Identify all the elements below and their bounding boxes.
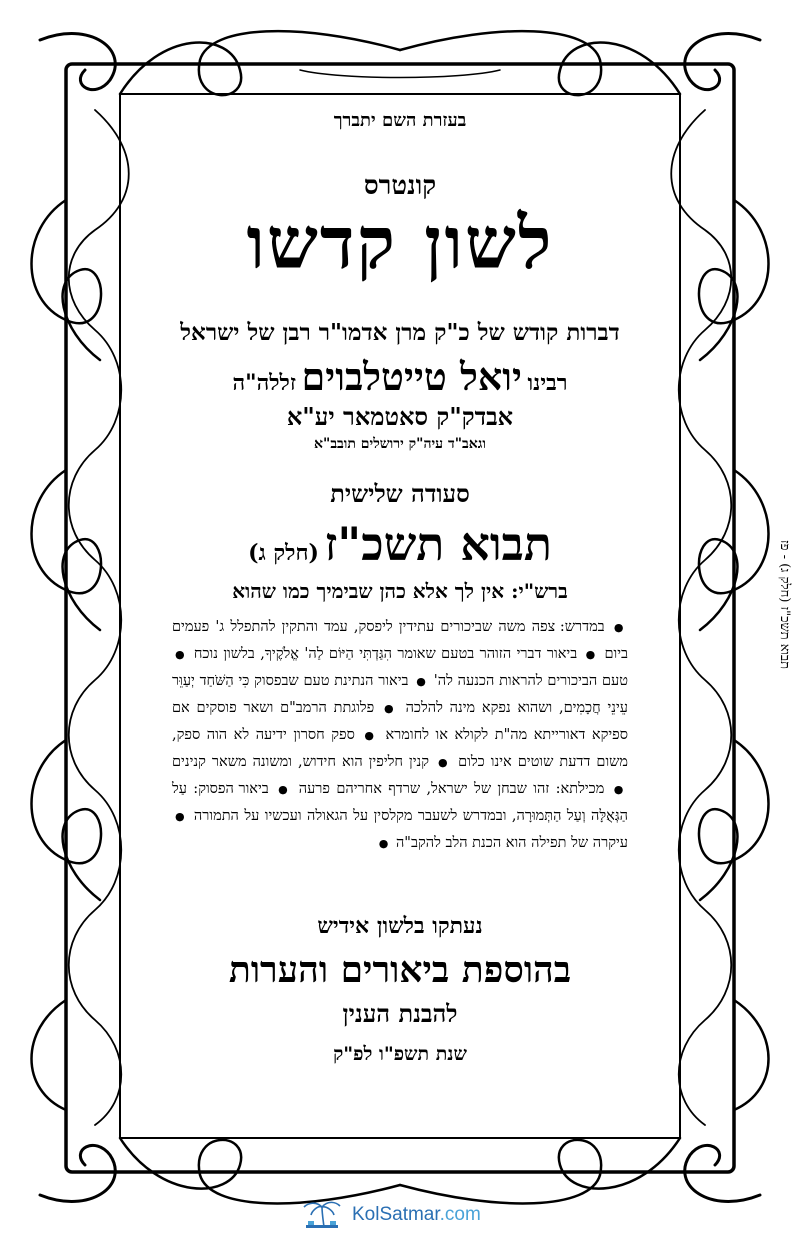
- bullet-icon: ●: [175, 810, 186, 823]
- author-suffix: זללה"ה: [232, 370, 296, 396]
- logo-brand: KolSatmar: [352, 1204, 440, 1225]
- author-name: יואל טייטלבוים: [301, 354, 522, 399]
- parsha-line: [150, 517, 650, 571]
- author-name-line: [150, 354, 650, 400]
- palm-tree-books-icon: [300, 1197, 344, 1233]
- topic-item: פלוגתת הרמב"ם ושאר פוסקים אם ספיקא דאורייתא מה"ת לקולא או לחומרא: [172, 700, 629, 743]
- main-title: לשון קדשו: [246, 200, 554, 285]
- author-intro: דברות קודש של כ"ק מרן אדמו"ר רבן של ישראל: [180, 319, 620, 346]
- topic-item: ביאור הנתינת טעם שבפסוק כִּי הַשֹּׁחַד יְעַוֵּר עֵינֵי חֲכָמִים, ושהוא נפקא מינה להלכה: [172, 673, 629, 716]
- bullet-icon: ●: [416, 675, 427, 688]
- publication-year: שנת תשפ"ו לפ"ק: [333, 1043, 467, 1065]
- author-prefix: רבינו: [527, 370, 568, 396]
- bullet-icon: ●: [438, 756, 450, 769]
- logo-text: [352, 1204, 481, 1226]
- bullet-icon: ●: [378, 837, 389, 850]
- parsha-part: (חלק ג): [248, 540, 319, 566]
- translation-note: נעתקו בלשון אידיש: [317, 913, 483, 939]
- topic-item: במדרש: צפה משה שביכורים עתידין ליפסק, עמד והתקין להתפלל ג' פעמים ביום: [172, 619, 629, 662]
- blessing: בעזרת השם יתברך: [333, 110, 467, 131]
- additions-note: בהוספת ביאורים והערות: [228, 949, 572, 991]
- understanding-note: להבנת הענין: [342, 999, 458, 1028]
- bullet-icon: ●: [383, 702, 396, 715]
- topic-item: טעם הביכורים להראות הכנעה לה': [433, 673, 628, 689]
- topic-item: ספק חסרון ידיעה לא הוה ספק, משום דדעת שוטים אינו כלום: [172, 727, 629, 770]
- kuntres-label: קונטרס: [363, 171, 437, 201]
- parsha-name: תבוא תשכ"ז: [324, 517, 552, 571]
- author-title-1: אבדק"ק סאטמאר יע"א: [286, 402, 514, 431]
- rashi-quote: ברש"י: אין לך אלא כהן שבימיך כמו שהוא: [232, 579, 568, 603]
- topic-item: ביאור הפסוק: עַל הַגְּאֻלָּה וְעַל הַתְּמוּרָה, ובמדרש לשעבר מקלסין על הגאולה ועכשיו על התמורה: [172, 781, 629, 824]
- topic-item: עיקרה של תפילה הוא הכנת הלב להקב"ה: [395, 835, 628, 851]
- bullet-icon: ●: [613, 783, 626, 796]
- logo-domain: .com: [439, 1204, 481, 1225]
- topic-item: קנין חליפין הוא חידוש, ומשונה משאר קנינים: [172, 754, 429, 770]
- author-title-2: וגאב"ד עיה"ק ירושלים תובב"א: [314, 436, 486, 452]
- bullet-icon: ●: [364, 729, 376, 742]
- topic-item: ביאור דברי הזוהר בטעם שאומר הִגַּדְתִּי הַיּוֹם לַה' אֱלֹקֶיךָ, בלשון נוכח: [193, 646, 578, 662]
- title-page-content: [150, 110, 650, 1066]
- topics-summary: [172, 614, 628, 857]
- side-page-label: תבוא תשכ"ז (חלק ג) - פז: [777, 540, 792, 670]
- bullet-icon: ●: [175, 648, 186, 661]
- bullet-icon: ●: [278, 783, 290, 796]
- bullet-icon: ●: [613, 621, 625, 634]
- kolsatmar-logo[interactable]: [300, 1197, 481, 1233]
- topic-item: מכילתא: זהו שבחן של ישראל, שרדף אחריהם פרעה: [298, 781, 605, 797]
- occasion-seuda: סעודה שלישית: [330, 479, 470, 508]
- bullet-icon: ●: [585, 648, 597, 661]
